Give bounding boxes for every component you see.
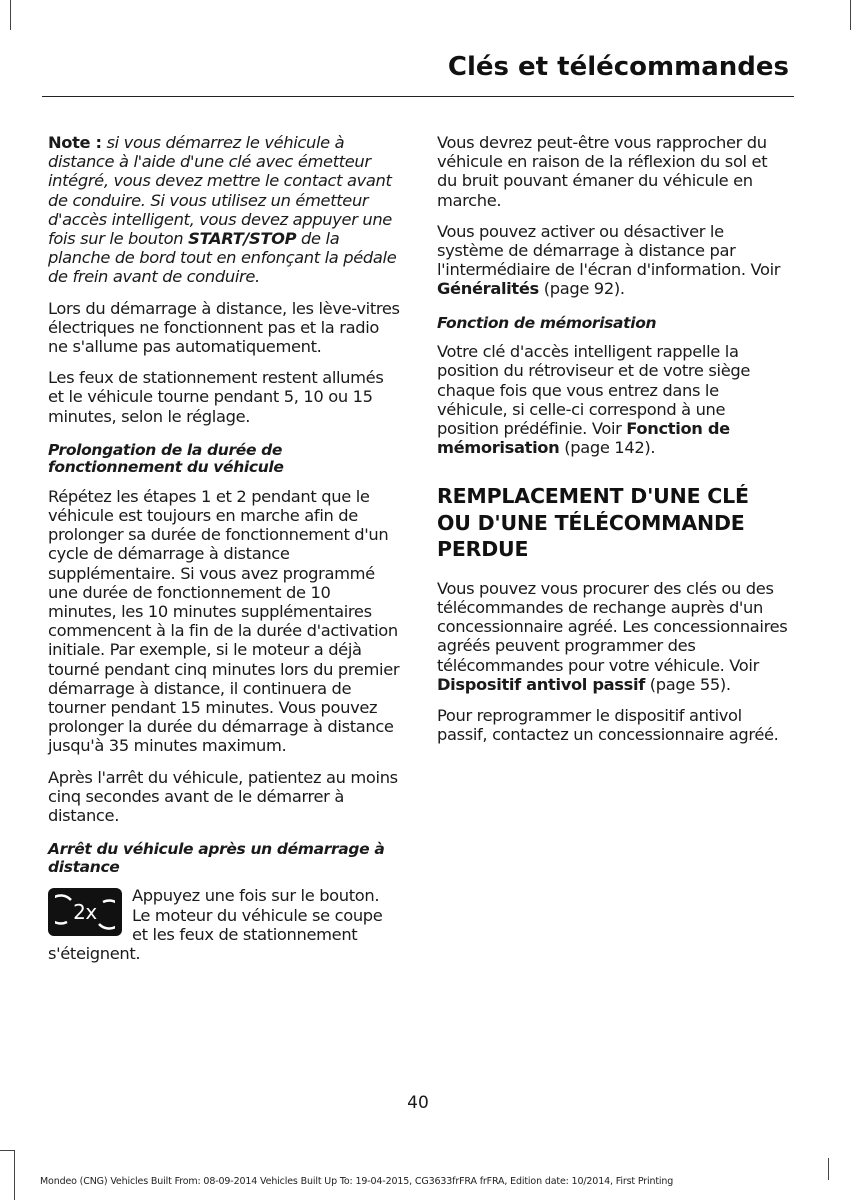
header-rule [42,96,794,97]
press-twice-icon [48,888,122,936]
link-generalites[interactable]: Généralités [437,279,539,299]
link-dispositif-antivol[interactable]: Dispositif antivol passif [437,674,645,694]
memory-function-text: Votre clé d'accès intelligent rappelle la position du rétroviseur et de votre siège chaque fois que vous entrez dans le véhicule, si celle-ci correspond à une position prédéfinie. Voir [437,342,751,438]
paragraph-stop-vehicle [48,886,400,963]
link-fonction-memorisation[interactable]: Fonction de mémorisation [437,418,730,458]
paragraph-reprogram: Pour reprogrammer le dispositif antivol passif, contactez un concessionnaire agréé. [437,706,779,745]
page-ref-142: (page 142). [559,438,656,458]
note-paragraph [48,133,400,287]
page-ref-92: (page 92). [538,279,625,299]
stop-vehicle-text: Appuyez une fois sur le bouton. Le moteur du véhicule se coupe et les feux de stationnement s'éteignent. [48,886,383,963]
note-text-1: si vous démarrez le véhicule à distance à l'aide d'une clé avec émetteur intégré, vous devez mettre le contact avant de conduire. Si vous utilisez un émetteur d'accès intelligent, vous devez appuyer une fois sur le bouton [48,133,392,249]
paragraph-extend-duration: Répétez les étapes 1 et 2 pendant que le véhicule est toujours en marche afin de prolonger sa durée de fonctionnement d'un cycle de démarrage à distance supplémentaire. Si vous avez programmé une durée de fonctionnement de 10 minutes, les 10 minutes supplémentaires commencent à la fin de la durée d'activation initiale. Par exemple, si le moteur a déjà tourné pendant cinq minutes lors du premier démarrage à distance, il continuera de tourner pendant 15 minutes. Vous pouvez prolonger la durée du démarrage à distance jusqu'à 35 minutes maximum. [48,486,400,756]
paragraph-parking-lights: Les feux de stationnement restent allumés et le véhicule tourne pendant 5, 10 ou 15 minutes, selon le réglage. [48,368,384,426]
crop-mark-bottom-left-v [14,1150,15,1200]
paragraph-memory-function [437,342,789,457]
press-twice-icon-label: 2x [73,900,97,925]
subheading-stop-vehicle: Arrêt du véhicule après un démarrage à distance [48,840,385,876]
page-ref-55: (page 55). [644,674,731,694]
section-title-lost-key: REMPLACEMENT D'UNE CLÉ OU D'UNE TÉLÉCOMMANDE PERDUE [437,484,749,562]
crop-mark-bottom-right [828,1158,829,1180]
footer-print-info: Mondeo (CNG) Vehicles Built From: 08-09-2014 Vehicles Built Up To: 19-04-2015, CG3633frFRA frFRA, Edition date: 10/2014, First Printing [40,1176,674,1187]
crop-mark-top-left [10,0,11,30]
note-label: Note : [48,133,102,152]
enable-remote-start-text: Vous pouvez activer ou désactiver le système de démarrage à distance par l'intermédiaire de l'écran d'information. Voir [437,221,781,280]
subheading-extend-duration: Prolongation de la durée de fonctionnement du véhicule [48,440,284,477]
subheading-memory-function: Fonction de mémorisation [437,313,657,332]
page-number: 40 [407,1093,429,1113]
page-title: Clés et télécommandes [447,52,789,82]
note-text-2: de la planche de bord tout en enfonçant la pédale de frein avant de conduire. [48,229,397,287]
left-column [48,133,400,975]
replacement-keys-text: Vous pouvez vous procurer des clés ou des télécommandes de rechange auprès d'un concessionnaire agréé. Les concessionnaires agréés peuvent programmer des télécommandes pour votre véhicule. Voir [437,578,788,675]
paragraph-enable-remote-start [437,222,789,299]
paragraph-approach-vehicle: Vous devrez peut-être vous rapprocher du véhicule en raison de la réflexion du sol et du bruit pouvant émaner du véhicule en marche. [437,133,768,210]
note-bold-button: START/STOP [188,229,297,249]
paragraph-after-stop: Après l'arrêt du véhicule, patientez au moins cinq secondes avant de le démarrer à distance. [48,767,398,826]
right-column [437,133,789,756]
crop-mark-bottom-left-h [0,1150,15,1151]
crop-mark-top-right [850,0,851,30]
paragraph-power-windows: Lors du démarrage à distance, les lève-vitres électriques ne fonctionnent pas et la radio ne s'allume pas automatiquement. [48,298,400,357]
press-twice-icon-graphic [55,892,115,932]
paragraph-replacement-keys [437,579,789,694]
